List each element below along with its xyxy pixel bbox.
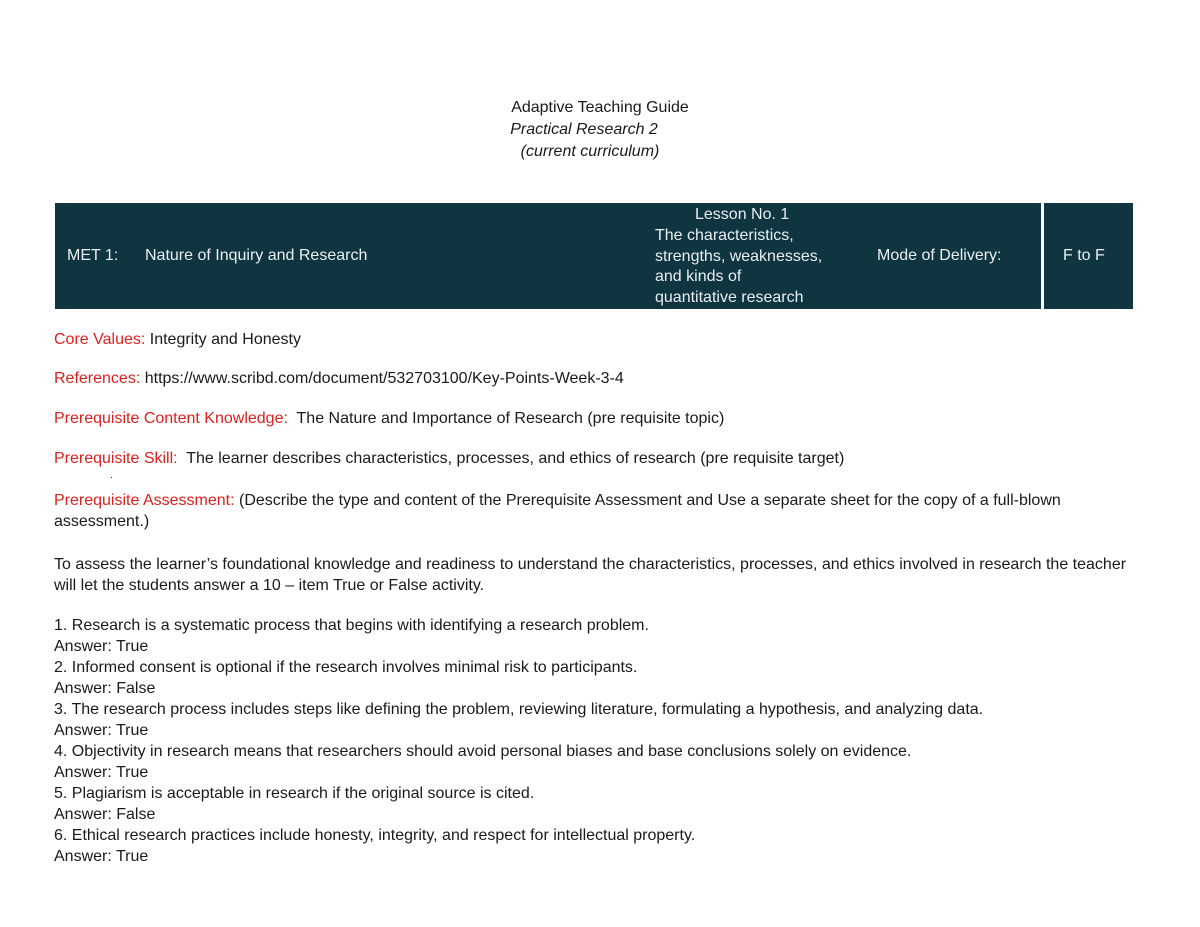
header-divider	[1041, 203, 1044, 309]
question-text: 3. The research process includes steps like defining the problem, reviewing literature, formulating a hypothesis, and analyzing data.	[54, 701, 984, 718]
question-text: 1. Research is a systematic process that begins with identifying a research problem.	[54, 617, 649, 634]
question-text: 5. Plagiarism is acceptable in research if the original source is cited.	[54, 785, 535, 802]
question-text: 2. Informed consent is optional if the research involves minimal risk to participants.	[54, 659, 638, 676]
prereq-content-row	[54, 410, 724, 428]
prereq-content-label: Prerequisite Content Knowledge:	[54, 410, 288, 427]
references-text: https://www.scribd.com/document/532703100/Key-Points-Week-3-4	[144, 370, 624, 387]
met-label: MET 1:	[67, 247, 119, 264]
prereq-assessment-text: (Describe the type and content of the Prerequisite Assessment and Use a separate sheet for the copy of a full-blown assessment.)	[54, 492, 1061, 530]
core-values-text: Integrity and Honesty	[149, 331, 301, 348]
core-values-row	[54, 331, 301, 349]
prereq-content-text: The Nature and Importance of Research (pre requisite topic)	[296, 410, 725, 427]
answer-text: Answer: False	[54, 806, 156, 823]
lesson-title-line: and kinds of	[655, 268, 742, 286]
prereq-skill-label: Prerequisite Skill:	[54, 450, 178, 467]
met-topic: Nature of Inquiry and Research	[145, 247, 368, 264]
mode-of-delivery-value: F to F	[1063, 247, 1105, 264]
references-label: References:	[54, 370, 141, 387]
intro-paragraph: To assess the learner’s foundational knowledge and readiness to understand the characteristics, processes, and ethics involved in research the teacher will let the students answer a 10 – item True or False activity.	[54, 556, 1127, 594]
prereq-assessment-row	[54, 490, 1134, 532]
stray-dot: .	[110, 470, 113, 481]
doc-curriculum: (current curriculum)	[520, 143, 660, 160]
answer-text: Answer: False	[54, 680, 156, 697]
true-false-items	[54, 615, 983, 867]
prereq-skill-row	[54, 450, 844, 468]
lesson-info	[655, 205, 855, 309]
answer-text: Answer: True	[54, 638, 149, 655]
question-text: 4. Objectivity in research means that researchers should avoid personal biases and base conclusions solely on evidence.	[54, 743, 912, 760]
lesson-title-line: quantitative research	[655, 289, 804, 307]
answer-text: Answer: True	[54, 764, 149, 781]
answer-text: Answer: True	[54, 722, 149, 739]
doc-title: Adaptive Teaching Guide	[511, 99, 689, 116]
core-values-label: Core Values:	[54, 331, 146, 348]
lesson-number: Lesson No. 1	[695, 206, 790, 223]
prereq-assessment-label: Prerequisite Assessment:	[54, 492, 235, 509]
lesson-title-line: strengths, weaknesses,	[655, 247, 823, 265]
lesson-header-bar	[55, 203, 1133, 309]
mode-of-delivery-label: Mode of Delivery:	[877, 247, 1002, 264]
references-row	[54, 370, 624, 388]
question-text: 6. Ethical research practices include honesty, integrity, and respect for intellectual property.	[54, 827, 696, 844]
prereq-skill-text: The learner describes characteristics, processes, and ethics of research (pre requisite target)	[186, 450, 845, 467]
lesson-title-line: The characteristics,	[655, 226, 794, 244]
answer-text: Answer: True	[54, 848, 149, 865]
doc-subject: Practical Research 2	[510, 121, 658, 138]
